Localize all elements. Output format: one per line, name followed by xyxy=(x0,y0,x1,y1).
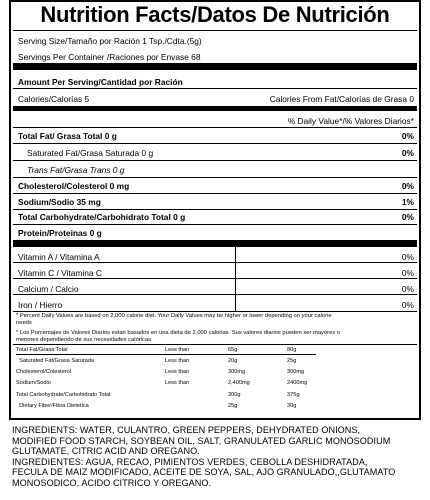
ref-qualifier: Less than xyxy=(165,369,190,375)
servings-per-container: Servings Per Container /Raciones por Envase 68 xyxy=(18,52,201,62)
footnote-english-cont: needs xyxy=(16,320,32,326)
nutrient-cholesterol: Cholesterol/Colesterol 0 mg xyxy=(18,181,130,191)
medium-divider xyxy=(13,106,417,111)
dv-vitamin-a: 0% xyxy=(401,252,414,262)
ref-2500: 375g xyxy=(287,392,300,398)
ingredients-line: FECULA DE MAIZ MODIFICADO, ACEITE DE SOYA, SAL, AJO GRANULADO,,GLUTAMATO xyxy=(12,467,396,478)
divider xyxy=(13,88,417,89)
ref-nutrient: Total Fat/Grasa Total xyxy=(16,347,68,353)
thick-divider xyxy=(13,63,417,70)
ingredients-line: INGREDIENTS: WATER, CULANTRO, GREEN PEPPERS, DEHYDRATED ONIONS, xyxy=(12,425,361,435)
ingredients-line: GLUTAMATE, CITRIC ACID AND OREGANO. xyxy=(12,446,200,457)
ref-nutrient: Cholesterol/Colesterol xyxy=(16,369,72,375)
dv-saturated-fat: 0% xyxy=(401,148,414,158)
ingredients-line: MONOSODICO, ACIDO CITRICO Y OREGANO. xyxy=(12,477,212,488)
ref-2500: 25g xyxy=(287,358,297,364)
divider xyxy=(13,177,417,178)
ref-nutrient: Dietary Fiber/Fibra Dietetica xyxy=(16,403,89,409)
ref-2000: 300g xyxy=(228,392,241,398)
ref-qualifier: Less than xyxy=(165,380,190,386)
ref-qualifier: Less than xyxy=(165,358,190,364)
divider xyxy=(13,30,417,31)
ref-row-divider xyxy=(16,354,316,355)
daily-value-header: % Daily Value*/% Valores Diarios* xyxy=(287,116,414,126)
dv-calcium: 0% xyxy=(401,284,414,294)
divider xyxy=(13,294,417,295)
thick-divider xyxy=(13,240,417,247)
ingredients-block xyxy=(12,425,424,489)
nutrient-total-fat: Total Fat/ Grasa Total 0 g xyxy=(18,131,117,141)
label-title: Nutrition Facts/Datos De Nutrición xyxy=(40,2,390,27)
ref-2000: 2,400mg xyxy=(228,380,250,386)
ref-qualifier: Less than xyxy=(165,347,190,353)
divider xyxy=(13,143,417,144)
ingredients-line: INGREDIENTES: AGUA, RECAO, PIMIENTOS VERDES, CEBOLLA DESHIDRATADA, xyxy=(12,456,368,467)
serving-size: Serving Size/Tamaño por Ración 1 Tsp./Cdta.(5g) xyxy=(18,36,202,46)
nutrient-protein: Protein/Proteinas 0 g xyxy=(18,228,102,238)
divider xyxy=(13,311,417,312)
vitamin-column-divider xyxy=(235,247,236,312)
ref-2500: 2400mg xyxy=(287,380,308,386)
ref-nutrient: Sodium/Sodio xyxy=(16,380,51,386)
dv-total-carbohydrate: 0% xyxy=(401,212,414,222)
dv-vitamin-c: 0% xyxy=(401,268,414,278)
ref-2500: 30g xyxy=(287,403,297,409)
footnote-english: * Percent Daily Values are based on 2,000 calorie diet. Your Daily Values may be higher or lower depending on your calorie xyxy=(16,313,332,319)
vitamin-c: Vitamin C / Vitamina C xyxy=(18,268,102,278)
vitamin-a: Vitamin A / Vitamina A xyxy=(18,252,100,262)
footnote-spanish-cont: menores dependiendo de sus necesidades calóricas xyxy=(16,337,152,343)
ref-nutrient: Saturated Fat/Grasa Saturada xyxy=(16,358,95,364)
divider xyxy=(13,224,417,225)
ref-2000: 20g xyxy=(228,358,238,364)
dv-total-fat: 0% xyxy=(401,131,414,141)
ref-2000: 25g xyxy=(228,403,238,409)
nutrient-saturated-fat: Saturated Fat/Grasa Saturada 0 g xyxy=(27,148,154,158)
divider xyxy=(13,127,417,128)
ref-nutrient: Total Carbohydrate/Carbohidrato Total xyxy=(16,392,111,398)
dv-sodium: 1% xyxy=(401,197,414,207)
ref-2000: 300mg xyxy=(228,369,246,375)
dv-cholesterol: 0% xyxy=(401,181,414,191)
amount-per-serving: Amount Per Serving/Cantidad por Ración xyxy=(18,77,183,87)
ref-2000: 65g xyxy=(228,347,238,353)
nutrient-total-carbohydrate: Total Carbohydrate/Carbohidrato Total 0 g xyxy=(18,212,186,222)
nutrient-sodium: Sodium/Sodio 35 mg xyxy=(18,197,101,207)
divider xyxy=(13,344,417,345)
calcium: Calcium / Calcio xyxy=(18,284,79,294)
divider xyxy=(13,278,417,279)
divider xyxy=(13,193,417,194)
divider xyxy=(13,262,417,263)
ref-2500: 300mg xyxy=(287,369,305,375)
ref-2500: 80g xyxy=(287,347,297,353)
nutrient-trans-fat: Trans Fat/Grasa Trans 0 g xyxy=(27,165,125,175)
calories-from-fat: Calories From Fat/Calorías de Grasa 0 xyxy=(269,94,414,104)
divider xyxy=(13,209,417,210)
calories: Calories/Calorías 5 xyxy=(18,94,90,104)
dv-iron: 0% xyxy=(401,300,414,310)
iron: Iron / Hierro xyxy=(18,300,63,310)
ingredients-line: MODIFIED FOOD STARCH, SOYBEAN OIL, SALT, GRANULATED GARLIC MONOSODIUM xyxy=(12,435,391,446)
footnote-spanish: * Los Porcentajes de Valores Diarios estan basados en una dieta de 2,000 calorias. Sus valores diarios pueden ser mayores o xyxy=(16,330,341,336)
divider xyxy=(13,160,417,161)
